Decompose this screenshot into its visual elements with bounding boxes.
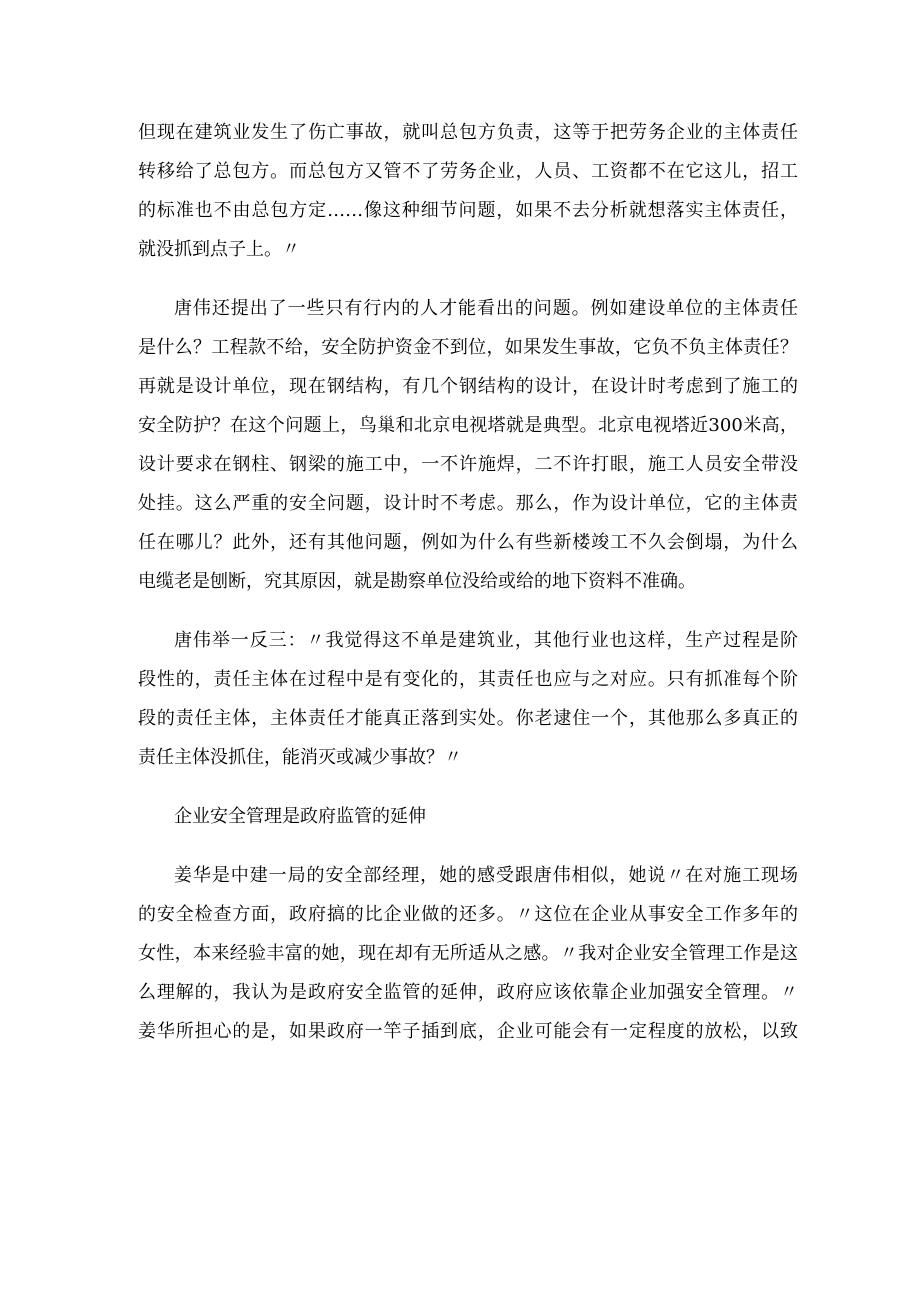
text-line: 责任主体没抓住，能消灭或减少事故？〃 [138, 747, 462, 768]
text-line: 再就是设计单位，现在钢结构，有几个钢结构的设计，在设计时考虑到了施工的 [138, 376, 798, 397]
text-line: 姜华所担心的是，如果政府一竿子插到底，企业可能会有一定程度的放松，以致 [138, 1021, 798, 1042]
text-line: 就没抓到点子上。〃 [138, 239, 300, 260]
text-line: 段性的，责任主体在过程中是有变化的，其责任也应与之对应。只有抓准每个阶 [138, 669, 798, 690]
text-line: 设计要求在钢柱、钢梁的施工中，一不许施焊，二不许打眼，施工人员安全带没 [138, 454, 798, 475]
text-line: 唐伟举一反三：〃我觉得这不单是建筑业，其他行业也这样，生产过程是阶 [174, 630, 798, 651]
text-line: 电缆老是刨断，究其原因，就是勘察单位没给或给的地下资料不准确。 [138, 571, 696, 592]
paragraph-5 [138, 856, 798, 1051]
paragraph-3 [138, 621, 798, 777]
text-line: 的安全检查方面，政府搞的比企业做的还多。〃这位在企业从事安全工作多年的 [138, 904, 798, 925]
text-line: 姜华是中建一局的安全部经理，她的感受跟唐伟相似，她说〃在对施工现场 [174, 865, 798, 886]
text-line: 转移给了总包方。而总包方又管不了劳务企业，人员、工资都不在它这儿，招工 [138, 161, 798, 182]
text-line: 女性，本来经验丰富的她，现在却有无所适从之感。〃我对企业安全管理工作是这 [138, 943, 798, 964]
paragraph-1 [138, 113, 798, 269]
text-line: 是什么？工程款不给，安全防护资金不到位，如果发生事故，它负不负主体责任？ [138, 337, 798, 358]
section-heading-block [138, 797, 798, 836]
paragraph-2 [138, 289, 798, 601]
text-line: 处挂。这么严重的安全问题，设计时不考虑。那么，作为设计单位，它的主体责 [138, 493, 798, 514]
text-line: 安全防护？在这个问题上，鸟巢和北京电视塔就是典型。北京电视塔近300米高， [138, 415, 798, 436]
document-body [138, 113, 798, 1051]
text-line: 段的责任主体，主体责任才能真正落到实处。你老逮住一个，其他那么多真正的 [138, 708, 798, 729]
text-line: 的标准也不由总包方定……像这种细节问题，如果不去分析就想落实主体责任， [138, 200, 798, 221]
text-line: 任在哪儿？此外，还有其他问题，例如为什么有些新楼竣工不久会倒塌，为什么 [138, 532, 798, 553]
text-line: 么理解的，我认为是政府安全监管的延伸，政府应该依靠企业加强安全管理。〃 [138, 982, 798, 1003]
text-line: 但现在建筑业发生了伤亡事故，就叫总包方负责，这等于把劳务企业的主体责任 [138, 122, 798, 143]
text-line: 唐伟还提出了一些只有行内的人才能看出的问题。例如建设单位的主体责任 [174, 298, 798, 319]
section-heading: 企业安全管理是政府监管的延伸 [174, 806, 426, 827]
